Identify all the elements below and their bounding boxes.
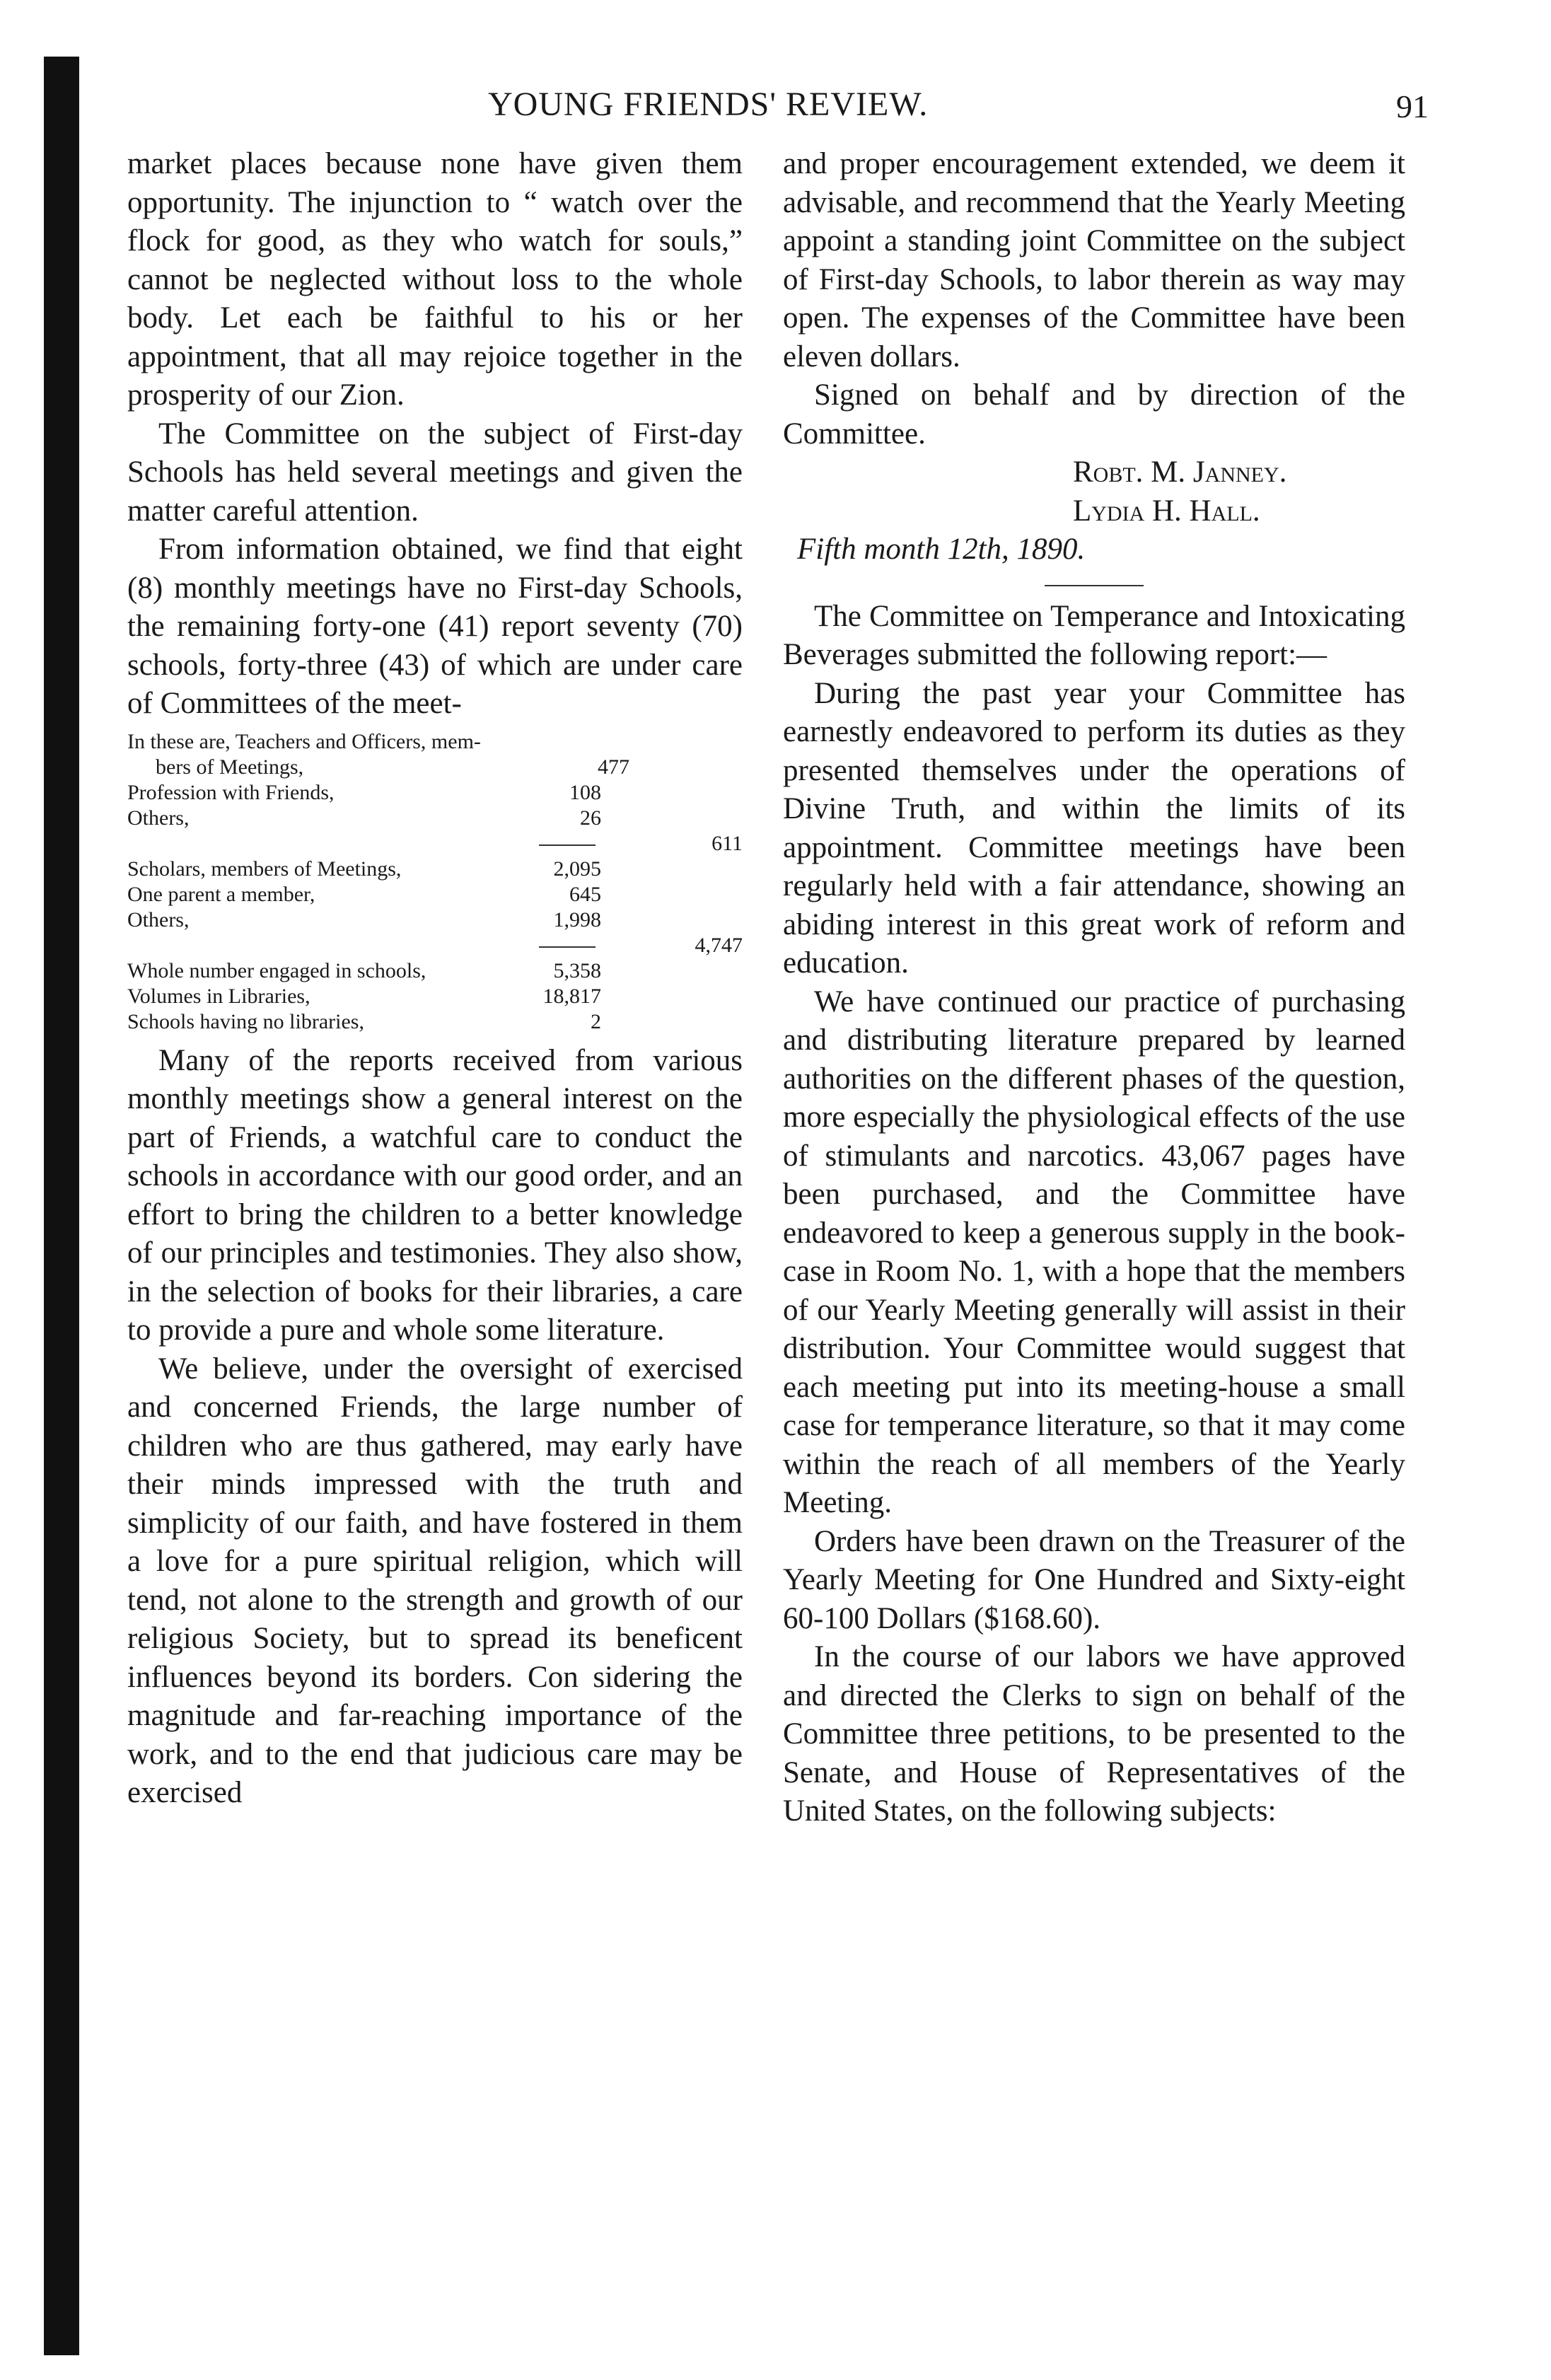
stats-label: Volumes in Libraries, <box>127 984 310 1008</box>
report-date: Fifth month 12th, 1890. <box>797 533 1086 566</box>
stats-label: In these are, Teachers and Officers, mem- <box>127 729 481 753</box>
stats-value: 18,817 <box>542 984 601 1008</box>
stats-subtotal: 611 <box>711 831 743 855</box>
stats-label: Profession with Friends, <box>127 780 335 804</box>
stats-row <box>127 755 743 780</box>
paragraph: During the past year your Committee has earnestly endeavored to perform its duties as they presented themselves under the operations of Divine Truth, and within the limits of its appointment. Committee meetings have been regularly held with a fair attendance, showing an abiding interest in this great work of reform and education. <box>783 676 1405 980</box>
stats-label: Others, <box>127 907 190 931</box>
right-column <box>783 145 1405 1831</box>
stats-label: Schools having no libraries, <box>127 1009 364 1033</box>
page-header <box>177 85 1429 134</box>
stats-row <box>127 907 743 933</box>
stats-row <box>127 1009 743 1035</box>
stats-label: Scholars, members of Meetings, <box>127 857 402 881</box>
journal-title: YOUNG FRIENDS' REVIEW. <box>488 86 929 123</box>
sum-rule <box>539 844 596 846</box>
paragraph: Orders have been drawn on the Treasurer of the Yearly Meeting for One Hundred and Sixty-eight 60-100 Dollars ($168.60). <box>783 1524 1405 1635</box>
stats-value: 2,095 <box>553 857 601 881</box>
stats-label: Others, <box>127 806 190 830</box>
paragraph: In the course of our labors we have approved and directed the Clerks to sign on behalf of the Committee three petitions, to be presented to the Senate, and House of Representatives of the United States, on the following subjects: <box>783 1640 1405 1828</box>
statistics-table <box>127 729 743 1035</box>
stats-value: 1,998 <box>553 907 601 931</box>
stats-row <box>127 958 743 984</box>
paragraph: We believe, under the oversight of exercised and concerned Friends, the large number of children who are thus gathered, may early have their minds impressed with the truth and simplicity of our faith, and have fostered in them a love for a pure spiritual religion, which will tend, not alone to the strength and growth of our religious Society, but to spread its beneficent influences beyond its borders. Con sidering the magnitude and far-reaching importance of the work, and to the end that judicious care may be exercised <box>127 1352 743 1809</box>
paragraph: From information obtained, we find that eight (8) monthly meetings have no First-day Schools, the remaining forty-one (41) report seventy (70) schools, forty-three (43) of which are under care of Committees of the meet- <box>127 533 743 720</box>
paragraph: The Committee on Temperance and Intoxicating Beverages submitted the following report:— <box>783 599 1405 671</box>
stats-label: One parent a member, <box>127 882 315 906</box>
stats-value: 108 <box>569 780 601 804</box>
stats-value: 5,358 <box>553 958 601 982</box>
scan-edge <box>44 57 79 2355</box>
signature: Robt. M. Janney. <box>1073 455 1287 489</box>
stats-value: 2 <box>591 1009 601 1033</box>
section-divider <box>1045 585 1144 586</box>
stats-row <box>127 729 743 755</box>
page-number: 91 <box>1396 88 1429 124</box>
paragraph: The Committee on the subject of First-day Schools has held several meetings and given the matter careful attention. <box>127 417 743 528</box>
paragraph: market places because none have given them opportunity. The injunction to “ watch over the flock for good, as they who watch for souls,” cannot be neglected without loss to the whole body. Let each be faithful to his or her appointment, that all may rejoice together in the prosperity of our Zion. <box>127 147 743 412</box>
left-column <box>127 145 743 1813</box>
stats-row <box>127 831 743 857</box>
stats-row <box>127 882 743 907</box>
paragraph: and proper encouragement extended, we deem it advisable, and recommend that the Yearly Meeting appoint a standing joint Committee on the subject of First-day Schools, to labor therein as way may open. The expenses of the Committee have been eleven dollars. <box>783 147 1405 373</box>
stats-row <box>127 806 743 831</box>
paragraph: Many of the reports received from various monthly meetings show a general interest on the part of Friends, a watchful care to conduct the schools in accordance with our good order, and an effort to bring the children to a better knowledge of our principles and testimonies. They also show, in the selection of books for their libraries, a care to provide a pure and whole some literature. <box>127 1043 743 1347</box>
stats-value: 645 <box>569 882 601 906</box>
stats-row <box>127 984 743 1009</box>
stats-label: Whole number engaged in schools, <box>127 958 426 982</box>
stats-row <box>127 857 743 882</box>
signature: Lydia H. Hall. <box>1073 494 1260 528</box>
stats-label: bers of Meetings, <box>156 755 304 779</box>
stats-subtotal: 4,747 <box>695 933 743 957</box>
stats-value: 477 <box>598 755 629 779</box>
sum-rule <box>539 946 596 948</box>
paragraph: We have continued our practice of purchasing and distributing literature prepared by learned authorities on the different phases of the question, more especially the physiological effects of the use of stimulants and narcotics. 43,067 pages have been purchased, and the Committee have endeavored to keep a generous supply in the book-case in Room No. 1, with a hope that the members of our Yearly Meeting generally will assist in their distribution. Your Committee would suggest that each meeting put into its meeting-house a small case for temperance literature, so that it may come within the reach of all members of the Yearly Meeting. <box>783 985 1405 1519</box>
stats-value: 26 <box>580 806 601 830</box>
paragraph: Signed on behalf and by direction of the Committee. <box>783 378 1405 451</box>
stats-row <box>127 780 743 806</box>
stats-row <box>127 933 743 958</box>
